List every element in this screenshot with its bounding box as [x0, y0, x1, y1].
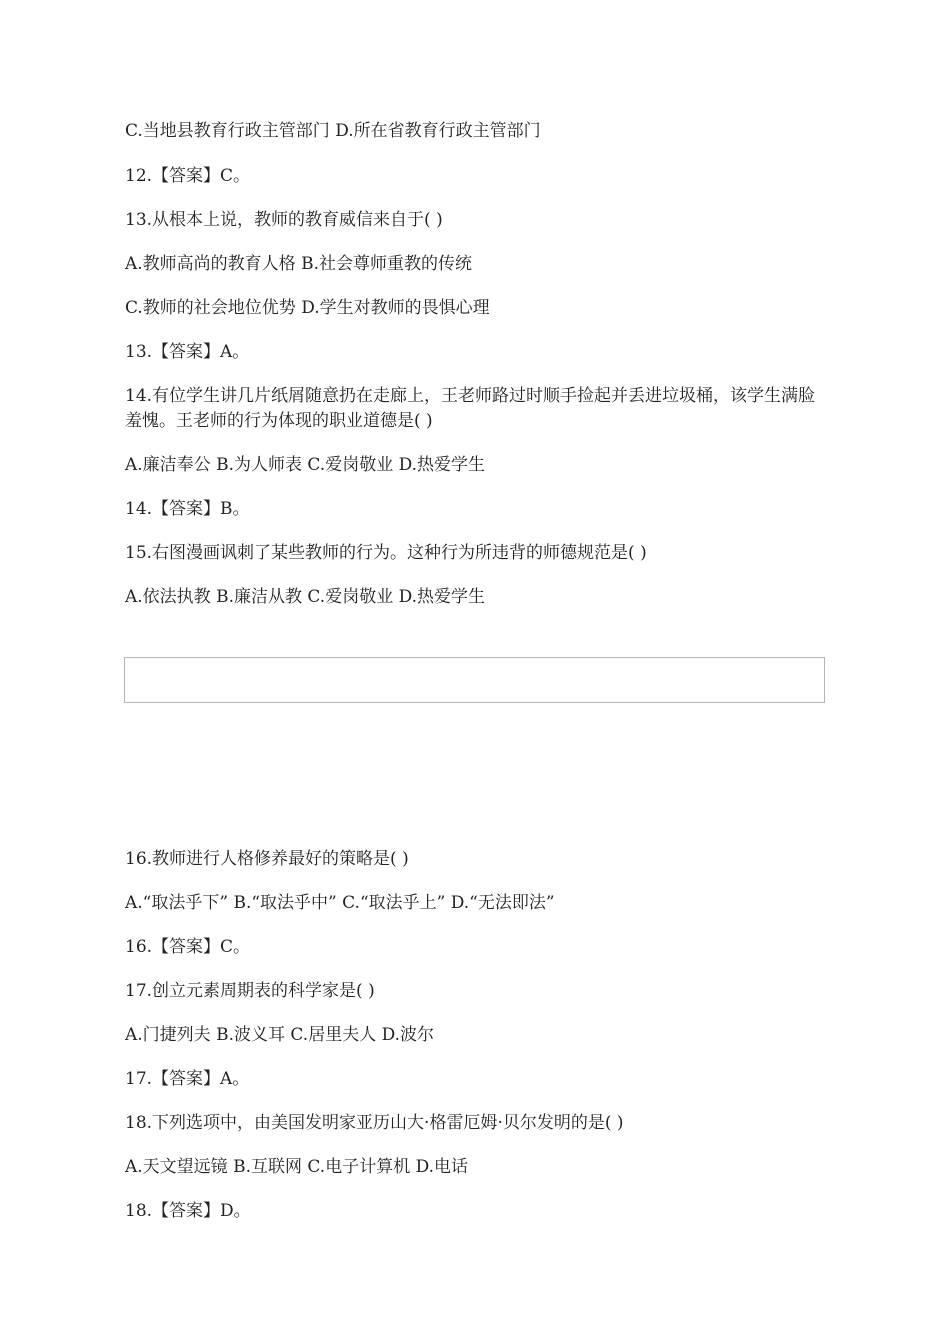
q18-answer: 18.【答案】D。	[125, 1201, 251, 1221]
q16-question: 16.教师进行人格修养最好的策略是( )	[125, 849, 409, 869]
q17-answer: 17.【答案】A。	[125, 1069, 250, 1089]
q12-answer: 12.【答案】C。	[125, 166, 251, 186]
q14-question: 14.有位学生讲几片纸屑随意扔在走廊上，王老师路过时顺手捡起并丢进垃圾桶，该学生满脸羞愧。王老师的行为体现的职业道德是( )	[125, 386, 816, 431]
q13-options-cd: C.教师的社会地位优势 D.学生对教师的畏惧心理	[125, 298, 490, 318]
q13-question: 13.从根本上说，教师的教育威信来自于( )	[125, 210, 443, 230]
q18-question: 18.下列选项中，由美国发明家亚历山大·格雷厄姆·贝尔发明的是( )	[125, 1113, 624, 1133]
q13-options-ab: A.教师高尚的教育人格 B.社会尊师重教的传统	[125, 254, 472, 274]
q18-options: A.天文望远镜 B.互联网 C.电子计算机 D.电话	[125, 1157, 469, 1177]
q15-question: 15.右图漫画讽刺了某些教师的行为。这种行为所违背的师德规范是( )	[125, 543, 647, 563]
q16-answer: 16.【答案】C。	[125, 937, 251, 957]
q16-options: A.“取法乎下” B.“取法乎中” C.“取法乎上” D.“无法即法”	[125, 893, 555, 913]
q17-options: A.门捷列夫 B.波义耳 C.居里夫人 D.波尔	[125, 1025, 435, 1045]
q14-answer: 14.【答案】B。	[125, 499, 250, 519]
q15-options: A.依法执教 B.廉洁从教 C.爱岗敬业 D.热爱学生	[125, 587, 486, 607]
q14-options: A.廉洁奉公 B.为人师表 C.爱岗敬业 D.热爱学生	[125, 455, 486, 475]
q12-options-cd: C.当地县教育行政主管部门 D.所在省教育行政主管部门	[125, 121, 541, 141]
cartoon-image-placeholder	[124, 657, 825, 703]
q13-answer: 13.【答案】A。	[125, 342, 250, 362]
q17-question: 17.创立元素周期表的科学家是( )	[125, 981, 375, 1001]
